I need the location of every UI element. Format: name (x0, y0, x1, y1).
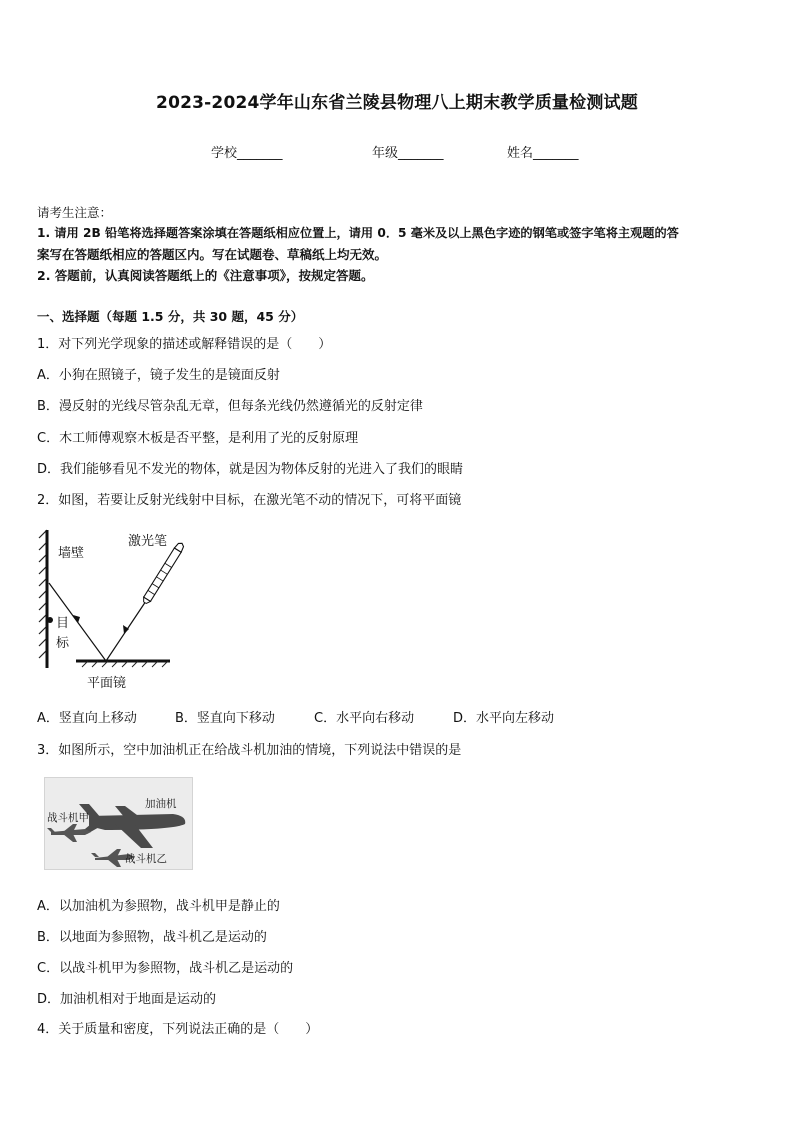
q4-stem: 4．关于质量和密度，下列说法正确的是（ ） (37, 1022, 319, 1037)
q3-option-c: C．以战斗机甲为参照物，战斗机乙是运动的 (37, 961, 294, 976)
tanker-label: 加油机 (145, 798, 177, 810)
q1-option-a: A．小狗在照镜子，镜子发生的是镜面反射 (37, 368, 280, 383)
exam-title: 2023-2024学年山东省兰陵县物理八上期末教学质量检测试题 (156, 93, 638, 113)
laser-pen-icon (142, 541, 186, 605)
notice-heading: 请考生注意： (37, 205, 113, 220)
laser-label: 激光笔 (128, 534, 168, 549)
q3-aircraft-photo (44, 777, 193, 870)
target-label-1: 目 (56, 616, 70, 631)
q3-stem: 3．如图所示，空中加油机正在给战斗机加油的情境，下列说法中错误的是 (37, 743, 462, 758)
reflected-arrowhead (73, 615, 80, 623)
wall-label: 墙壁 (58, 546, 85, 561)
target-label-2: 标 (56, 636, 70, 651)
fighter-a-label: 战斗机甲 (47, 812, 89, 824)
notice-line-1: 1. 请用 2B 铅笔将选择题答案涂填在答题纸相应位置上，请用 0．5 毫米及以上黑色字迹的钢笔或签字笔将主观题的答 (37, 226, 679, 240)
q1-option-b: B．漫反射的光线尽管杂乱无章，但每条光线仍然遵循光的反射定律 (37, 399, 423, 414)
q2-stem: 2．如图，若要让反射光线射中目标，在激光笔不动的情况下，可将平面镜 (37, 493, 462, 508)
target-dot (47, 617, 53, 623)
incident-arrowhead (123, 625, 129, 634)
fighter-b-label: 战斗机乙 (125, 853, 167, 865)
section-heading: 一、选择题（每题 1.5 分，共 30 题，45 分） (37, 309, 304, 324)
school-field: 学校_______ (211, 146, 283, 161)
q3-option-a: A．以加油机为参照物，战斗机甲是静止的 (37, 899, 280, 914)
q1-stem: 1．对下列光学现象的描述或解释错误的是（ ） (37, 337, 332, 352)
q2-option-b: B．竖直向下移动 (175, 711, 275, 726)
q1-option-d: D．我们能够看见不发光的物体，就是因为物体反射的光进入了我们的眼睛 (37, 462, 464, 477)
name-field: 姓名_______ (507, 146, 579, 161)
notice-line-3: 2. 答题前，认真阅读答题纸上的《注意事项》，按规定答题。 (37, 268, 374, 283)
q3-option-d: D．加油机相对于地面是运动的 (37, 992, 217, 1007)
q1-option-c: C．木工师傅观察木板是否平整，是利用了光的反射原理 (37, 431, 359, 446)
grade-field: 年级_______ (372, 146, 444, 161)
q3-option-b: B．以地面为参照物，战斗机乙是运动的 (37, 930, 267, 945)
q2-option-c: C．水平向右移动 (314, 711, 415, 726)
mirror-label: 平面镜 (87, 676, 127, 691)
q2-option-a: A．竖直向上移动 (37, 711, 137, 726)
notice-line-2: 案写在答题纸相应的答题区内。写在试题卷、草稿纸上均无效。 (37, 247, 388, 262)
q2-option-d: D．水平向左移动 (453, 711, 555, 726)
